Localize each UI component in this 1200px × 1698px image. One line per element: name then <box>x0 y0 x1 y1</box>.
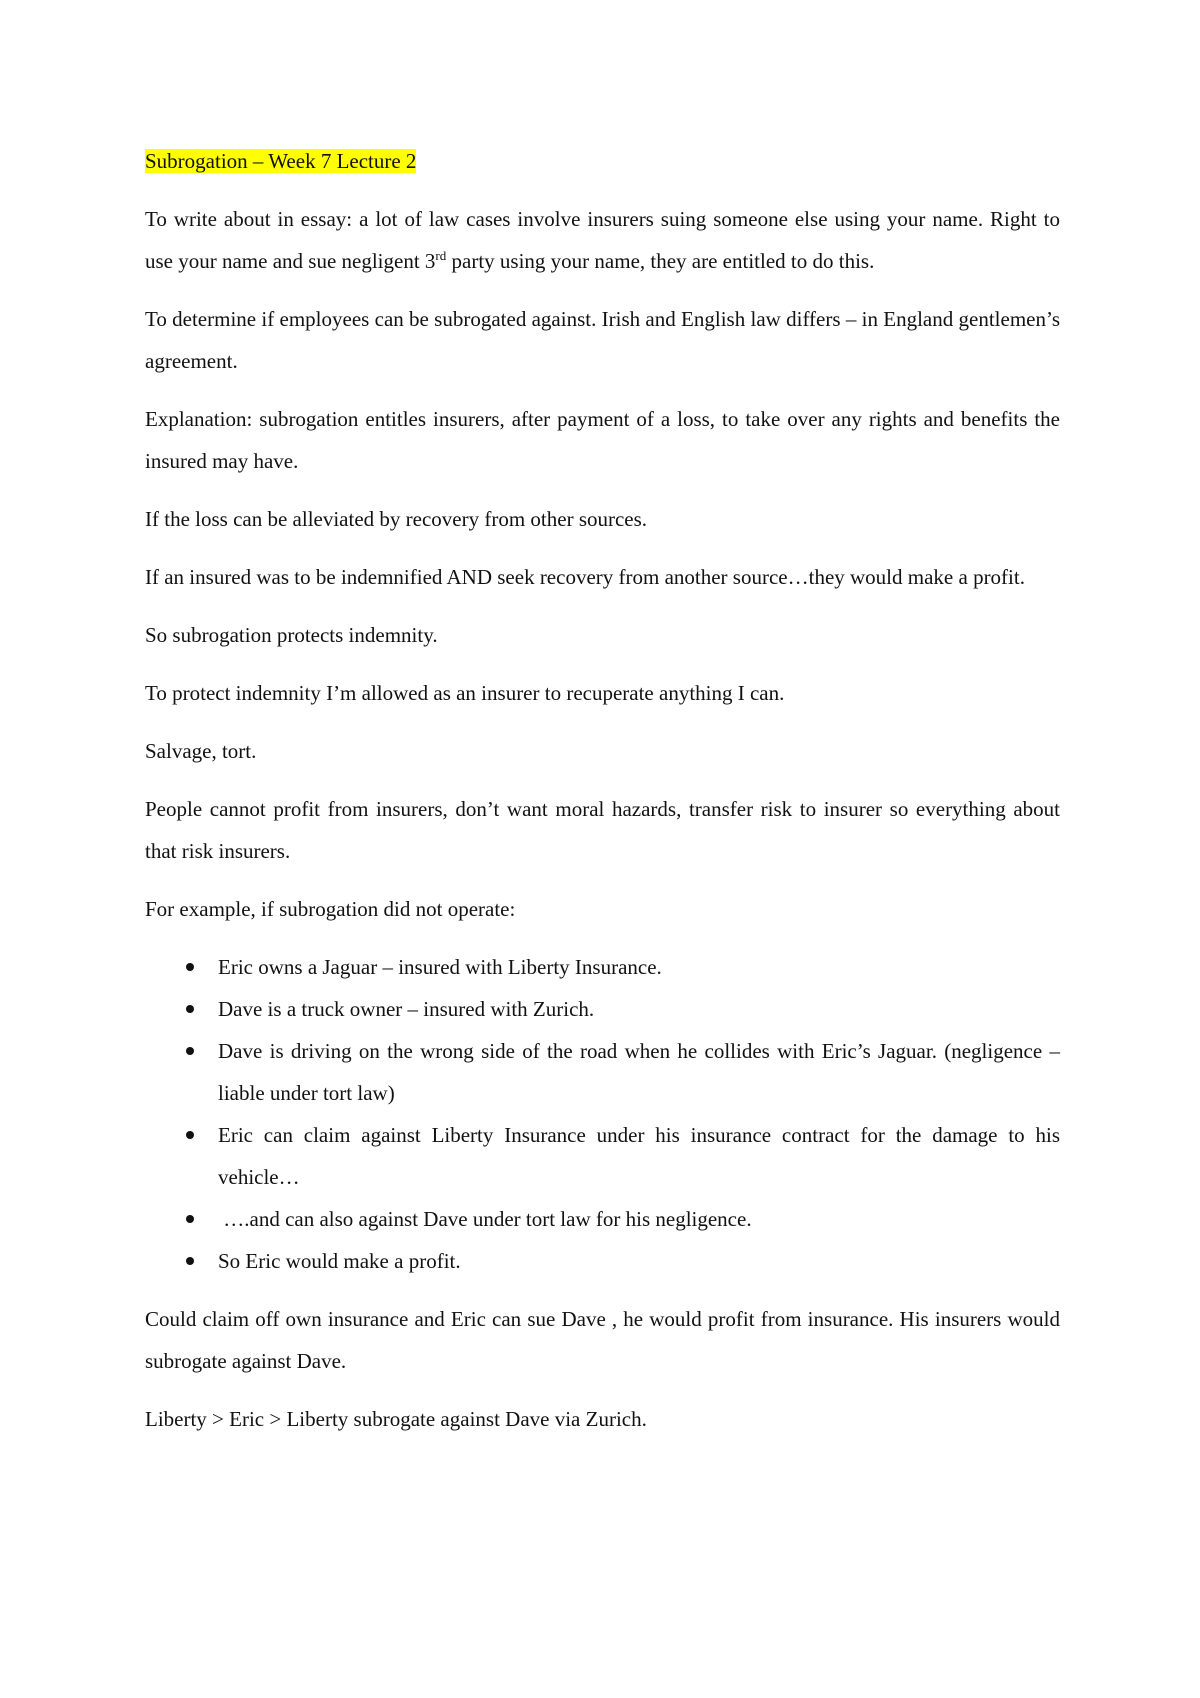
bullet-icon <box>186 1215 194 1223</box>
paragraph-text: party using your name, they are entitled to do this. <box>446 249 875 273</box>
document-title <box>145 140 1060 182</box>
list-item-text: Dave is driving on the wrong side of the road when he collides with Eric’s Jaguar. (negligence – liable under tort law) <box>218 1039 1060 1105</box>
document-page <box>145 140 1060 1456</box>
paragraph-essay-note <box>145 198 1060 282</box>
paragraph-claim-own-insurance: Could claim off own insurance and Eric can sue Dave , he would profit from insurance. His insurers would subrogate against Dave. <box>145 1307 1060 1373</box>
list-item <box>145 946 1060 988</box>
list-item-text: Dave is a truck owner – insured with Zurich. <box>218 997 595 1021</box>
paragraph-explanation: Explanation: subrogation entitles insurers, after payment of a loss, to take over any rights and benefits the insured may have. <box>145 407 1060 473</box>
list-item-text: Eric can claim against Liberty Insurance under his insurance contract for the damage to his vehicle… <box>218 1123 1060 1189</box>
superscript-ordinal: rd <box>435 248 447 263</box>
list-item <box>145 1240 1060 1282</box>
paragraph-text: To write about in essay: a lot of law cases involve insurers suing someone else using your name. Right to use your name and sue negligent 3 <box>145 207 1060 273</box>
example-bullet-list <box>145 946 1060 1282</box>
list-item-text: Eric owns a Jaguar – insured with Liberty Insurance. <box>218 955 662 979</box>
list-item-text: ….and can also against Dave under tort law for his negligence. <box>218 1207 752 1231</box>
paragraph-salvage: Salvage, tort. <box>145 739 257 763</box>
list-item-text: So Eric would make a profit. <box>218 1249 461 1273</box>
list-item <box>145 988 1060 1030</box>
bullet-icon <box>186 963 194 971</box>
title-highlight: Subrogation – Week 7 Lecture 2 <box>145 149 417 173</box>
paragraph-subrogation-chain: Liberty > Eric > Liberty subrogate against Dave via Zurich. <box>145 1407 647 1431</box>
paragraph-loss-recovery: If the loss can be alleviated by recovery from other sources. <box>145 507 648 531</box>
paragraph-employees: To determine if employees can be subrogated against. Irish and English law differs – in England gentlemen’s agreement. <box>145 307 1060 373</box>
paragraph-protects-indemnity: So subrogation protects indemnity. <box>145 623 438 647</box>
bullet-icon <box>186 1131 194 1139</box>
list-item <box>145 1030 1060 1114</box>
paragraph-recuperate: To protect indemnity I’m allowed as an insurer to recuperate anything I can. <box>145 681 785 705</box>
bullet-icon <box>186 1005 194 1013</box>
paragraph-moral-hazard: People cannot profit from insurers, don’t want moral hazards, transfer risk to insurer so everything about that risk insurers. <box>145 797 1060 863</box>
paragraph-profit: If an insured was to be indemnified AND seek recovery from another source…they would make a profit. <box>145 565 1025 589</box>
list-item <box>145 1114 1060 1198</box>
bullet-icon <box>186 1047 194 1055</box>
bullet-icon <box>186 1257 194 1265</box>
paragraph-example-intro: For example, if subrogation did not operate: <box>145 897 516 921</box>
list-item <box>145 1198 1060 1240</box>
